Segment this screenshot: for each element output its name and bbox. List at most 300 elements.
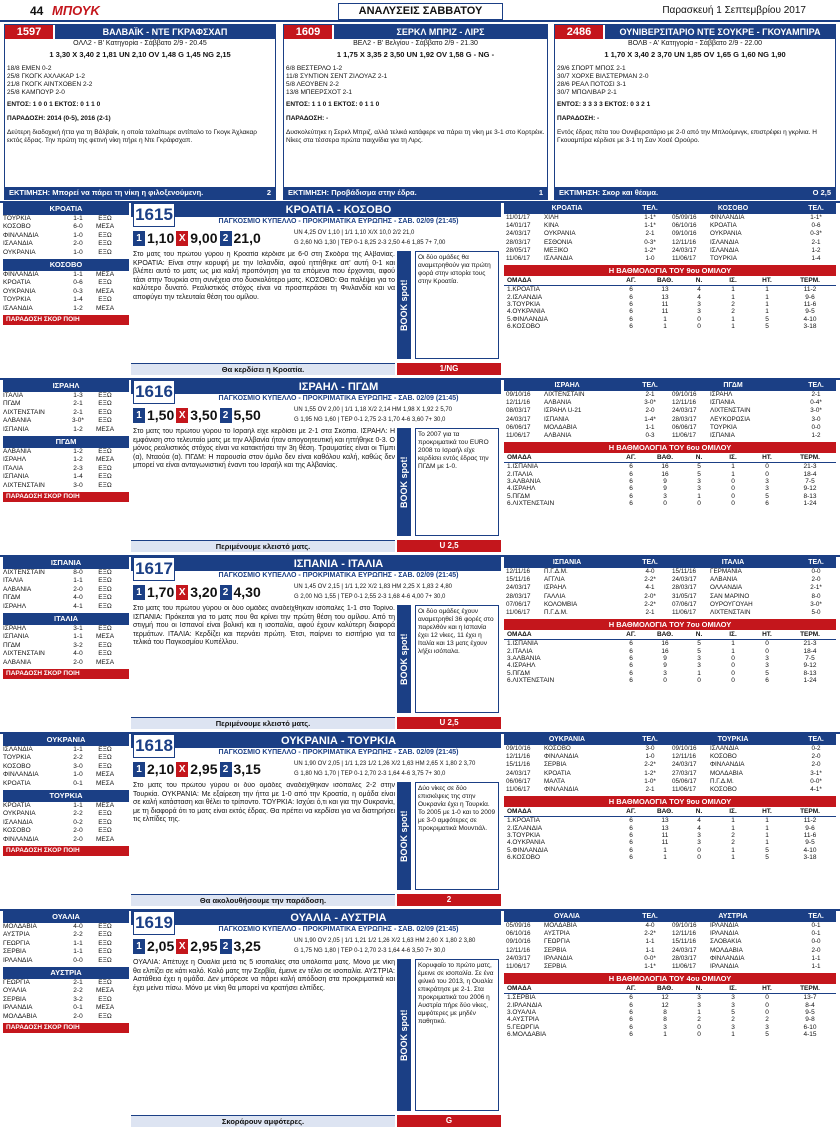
score: 1-1* bbox=[644, 963, 656, 971]
opponent: ΙΡΛΑΝΔΙΑ bbox=[710, 963, 739, 971]
stat: 0 bbox=[697, 677, 701, 685]
date: 14/01/17 bbox=[506, 222, 531, 230]
score: 1-2 bbox=[73, 456, 83, 464]
stat: 5 bbox=[765, 846, 769, 854]
venue: ΜΕΣΑ bbox=[95, 304, 115, 312]
book-spot-badge: BOOK spot! bbox=[397, 428, 411, 536]
odds-key-2: 2 bbox=[220, 231, 232, 246]
venue: ΕΞΩ bbox=[98, 296, 112, 304]
form-panel bbox=[3, 380, 129, 554]
form-row bbox=[3, 836, 129, 844]
form-row bbox=[3, 996, 129, 1004]
score: 0-1 bbox=[73, 779, 83, 787]
extra-odds-line: G 1,75 NG 1,80 | ΤΕΡ 0-1 2,70 2-3 1,64 4-6 3,50 7+ 30,0 bbox=[294, 948, 446, 954]
date: 06/10/16 bbox=[672, 222, 697, 230]
stat: 0 bbox=[663, 500, 667, 508]
team: 4.ΑΥΣΤΡΙΑ bbox=[507, 1016, 540, 1024]
match-code: 1618 bbox=[133, 734, 175, 758]
team: 1.ΣΕΡΒΙΑ bbox=[507, 994, 536, 1002]
opponent: ΚΙΝΑ bbox=[544, 222, 559, 230]
stat: 1 bbox=[765, 308, 769, 316]
date: 05/09/16 bbox=[506, 922, 531, 929]
opponent: ΠΓΔΜ bbox=[3, 594, 21, 602]
date: 24/03/17 bbox=[506, 954, 531, 962]
score: 2-1 bbox=[811, 391, 821, 398]
opponent: ΛΙΧΤΕΝΣΤΑΙΝ bbox=[710, 609, 751, 617]
col: ΗΤ. bbox=[762, 631, 772, 639]
recent-row bbox=[670, 770, 836, 778]
stat: 0 bbox=[697, 854, 701, 862]
opponent: Π.Γ.Δ.Μ. bbox=[544, 609, 568, 617]
match-subtitle: ΟΛΛ2 - Β' Κατηγορία - Σάββατο 2/9 - 20.45 bbox=[73, 40, 207, 47]
goals: 8-4 bbox=[805, 1001, 815, 1009]
score: 2-0 bbox=[811, 946, 821, 954]
score: 3-0* bbox=[810, 407, 822, 415]
opponent: ΙΤΑΛΙΑ bbox=[3, 392, 24, 399]
top-match-box bbox=[4, 24, 276, 200]
competition-line: ΠΑΓΚΟΣΜΙΟ ΚΥΠΕΛΛΟ - ΠΡΟΚΡΙΜΑΤΙΚΑ ΕΥΡΩΠΗΣ - ΣΑΒ. 02/09 (21:45) bbox=[218, 572, 459, 579]
team: 2.ΙΣΛΑΝΔΙΑ bbox=[507, 824, 543, 832]
form-row bbox=[3, 948, 129, 956]
book-spot-badge: BOOK spot! bbox=[397, 251, 411, 359]
stat: 2 bbox=[765, 1016, 769, 1024]
form-row bbox=[3, 780, 129, 788]
standings-row bbox=[504, 994, 836, 1001]
stat: 6 bbox=[629, 286, 633, 294]
date: 11/06/17 bbox=[506, 609, 531, 617]
score: 2-2 bbox=[73, 810, 83, 818]
opponent: ΚΡΟΑΤΙΑ bbox=[710, 222, 737, 230]
recent-row bbox=[504, 786, 670, 794]
recent-row bbox=[670, 432, 836, 440]
standings-row bbox=[504, 478, 836, 485]
away-name: ΤΟΥΡΚΙΑ bbox=[717, 736, 749, 743]
recent-col bbox=[670, 745, 836, 794]
opponent: ΛΙΧΤΕΝΣΤΑΙΝ bbox=[710, 407, 751, 415]
extra-odds-line: UN 1,90 OV 2,05 | 1/1 1,21 1/2 1,26 X/2 1,63 ΗΜ 2,60 X 1,80 2 3,80 bbox=[294, 938, 476, 944]
stat: 1 bbox=[663, 854, 667, 862]
standings-row bbox=[504, 471, 836, 478]
score: 1-1* bbox=[644, 214, 656, 221]
opponent: Π.Γ.Δ.Μ. bbox=[710, 777, 734, 785]
score: 1-3 bbox=[73, 392, 83, 399]
recent-row bbox=[504, 255, 670, 263]
opponent: ΚΡΟΑΤΙΑ bbox=[3, 779, 31, 787]
stats-panel bbox=[504, 734, 836, 908]
away-team-header: ΙΤΑΛΙΑ bbox=[3, 613, 129, 625]
goals: 11-2 bbox=[803, 817, 817, 825]
date: 12/11/16 bbox=[672, 753, 697, 761]
team: 4.ΙΣΡΑΗΛ bbox=[507, 662, 536, 670]
score: 1-1 bbox=[73, 271, 83, 279]
stat: 16 bbox=[661, 647, 669, 655]
stat: 3 bbox=[697, 994, 701, 1002]
date: 28/03/17 bbox=[672, 415, 697, 423]
opponent: ΑΛΒΑΝΙΑ bbox=[544, 399, 572, 407]
form-row bbox=[3, 1004, 129, 1012]
odds-2: 3,15 bbox=[233, 761, 261, 777]
score: 3-2 bbox=[73, 995, 83, 1003]
score: 0-3 bbox=[73, 287, 83, 295]
verdict-tag: U 2,5 bbox=[397, 717, 501, 729]
opponent: ΚΟΛΟΜΒΙΑ bbox=[544, 600, 578, 608]
score: 1-1 bbox=[73, 577, 83, 585]
tradition-header: ΠΑΡΑΔΟΣΗ ΣΚΟΡ ΠΟΙΗ bbox=[3, 846, 129, 856]
stats-panel bbox=[504, 380, 836, 554]
venue: ΕΞΩ bbox=[98, 939, 112, 947]
score: 2-1 bbox=[73, 979, 83, 987]
stat: 3 bbox=[697, 478, 701, 486]
date: 31/05/17 bbox=[672, 592, 697, 600]
result-row: 21/8 ΓΚΟΓΚ ΑΪΝΤΧΟΒΕΝ 2-2 bbox=[7, 81, 93, 88]
analysis-text: Στο ματς του πρώτου γύρου η Κροατία κέρδισε με 6-0 στη Σκόδρα της Αλβανίας. ΚΡΟΑΤΙΑ: Είναι στην κορυφή με την Ισλανδία, αφού ηττήθηκε απ' αυτή 0-1 και βλέπει αυτό το ματς ως μια καλή προπόνηση για τα επόμενα που έρχονται, αφού τάσι στην Τουρκία στη συνέχεια στο δυσκολότερο ματς. ΚΟΣΟΒΟ: Θα παλέψει για το καλύτερο δυνατό. Ρεαλιστικός στόχος είναι να προσπεράσει τη Φινλανδία και να αποφύγει την τελευταία θέση του ομίλου. bbox=[133, 251, 395, 301]
venue: ΕΞΩ bbox=[98, 448, 112, 456]
opponent: ΜΟΛΔΑΒΙΑ bbox=[3, 1012, 37, 1020]
recent-row bbox=[504, 778, 670, 786]
recent-row bbox=[670, 584, 836, 592]
match-code: 1597 bbox=[5, 25, 53, 39]
stat: 16 bbox=[661, 640, 669, 648]
match-block bbox=[0, 557, 840, 731]
date: 12/11/16 bbox=[672, 930, 697, 938]
extra-odds-line: UN 4,25 OV 1,10 | 1/1 1,10 X/X 10,0 2/2 21,0 bbox=[294, 230, 415, 236]
score: 1-1 bbox=[645, 946, 655, 954]
score: 1-4 bbox=[73, 473, 83, 481]
team: 5.ΦΙΝΛΑΝΔΙΑ bbox=[507, 315, 548, 323]
score: 2-2* bbox=[644, 930, 656, 938]
date: 15/11/16 bbox=[672, 568, 697, 575]
standings-row bbox=[504, 1024, 836, 1031]
recent-row bbox=[504, 584, 670, 592]
odds-2: 3,25 bbox=[233, 938, 261, 954]
stat: 5 bbox=[765, 669, 769, 677]
analysis-panel bbox=[131, 911, 501, 1129]
form-row bbox=[3, 569, 129, 577]
col-team: ΟΜΑΔΑ bbox=[507, 454, 532, 462]
form-row bbox=[3, 802, 129, 810]
score: 1-2 bbox=[73, 425, 83, 433]
date: 24/03/17 bbox=[672, 246, 697, 254]
opponent: ΚΡΟΑΤΙΑ bbox=[3, 279, 31, 287]
goals: 7-5 bbox=[805, 478, 815, 486]
score: 0-1 bbox=[73, 1004, 83, 1012]
verdict-bar: Περιμένουμε κλειστό ματς. bbox=[131, 717, 395, 729]
verdict-bar: Σκοράρουν αμφότερες. bbox=[131, 1115, 395, 1127]
score: 2-0 bbox=[73, 658, 83, 666]
goals: 11-6 bbox=[803, 832, 817, 840]
opponent: ΙΣΠΑΝΙΑ bbox=[710, 399, 735, 407]
stat: 0 bbox=[765, 470, 769, 478]
score: 2-0 bbox=[73, 835, 83, 843]
venue: ΜΕΣΑ bbox=[95, 987, 115, 995]
form-row bbox=[3, 1013, 129, 1021]
recent-matches bbox=[504, 568, 836, 617]
away-team-header: ΤΟΥΡΚΙΑ bbox=[3, 790, 129, 802]
opponent: ΟΥΚΡΑΝΙΑ bbox=[710, 230, 742, 238]
odds-row bbox=[133, 405, 261, 425]
opponent: ΤΟΥΡΚΙΑ bbox=[3, 754, 31, 762]
match-title: ΟΥΚΡΑΝΙΑ - ΤΟΥΡΚΙΑ bbox=[131, 734, 501, 748]
opponent: ΧΙΛΗ bbox=[544, 214, 559, 221]
stat: 0 bbox=[765, 1009, 769, 1017]
match-title: ΚΡΟΑΤΙΑ - ΚΟΣΟΒΟ bbox=[131, 203, 501, 217]
recent-row bbox=[670, 255, 836, 263]
recent-row bbox=[670, 938, 836, 946]
date: 24/03/17 bbox=[672, 407, 697, 415]
verdict-tag: 2 bbox=[397, 894, 501, 906]
score: 6-0 bbox=[73, 223, 83, 231]
opponent: ΙΣΠΑΝΙΑ bbox=[710, 432, 735, 440]
opponent: ΓΕΩΡΓΙΑ bbox=[3, 979, 30, 987]
date: 24/03/17 bbox=[672, 576, 697, 584]
form-row bbox=[3, 940, 129, 948]
opponent: ΟΥΡΟΥΓΟΥΑΗ bbox=[710, 600, 753, 608]
stat: 6 bbox=[629, 463, 633, 471]
recent-row bbox=[670, 930, 836, 938]
recent-row bbox=[504, 761, 670, 769]
tradition-header: ΠΑΡΑΔΟΣΗ ΣΚΟΡ ΠΟΙΗ bbox=[3, 1023, 129, 1033]
opponent: ΛΙΧΤΕΝΣΤΑΙΝ bbox=[544, 391, 585, 398]
score: 3-0 bbox=[811, 415, 821, 423]
stat: 3 bbox=[697, 839, 701, 847]
opponent: ΜΕΞΙΚΟ bbox=[544, 246, 569, 254]
recent-results bbox=[557, 65, 833, 145]
opponent: ΣΕΡΒΙΑ bbox=[544, 963, 567, 971]
score: 0-3* bbox=[810, 230, 822, 238]
stat: 6 bbox=[629, 640, 633, 648]
stat: 1 bbox=[731, 1031, 735, 1039]
opponent: ΦΙΝΛΑΝΔΙΑ bbox=[3, 271, 39, 279]
score: 2-2* bbox=[644, 600, 656, 608]
score: 2-1 bbox=[645, 391, 655, 398]
recent-col bbox=[504, 922, 670, 971]
recent-row bbox=[504, 922, 670, 930]
score: 0-3* bbox=[644, 238, 656, 246]
match-code: 1616 bbox=[133, 380, 175, 404]
venue: ΕΞΩ bbox=[98, 569, 112, 576]
standings-header bbox=[504, 276, 836, 286]
group-title: Η ΒΑΘΜΟΛΟΓΙΑ ΤΟΥ 7ου ΟΜΙΛΟΥ bbox=[504, 619, 836, 630]
recent-row bbox=[670, 576, 836, 584]
stat: 9 bbox=[663, 485, 667, 493]
recent-col bbox=[670, 922, 836, 971]
standings-row bbox=[504, 286, 836, 293]
score: 0-6 bbox=[811, 222, 821, 230]
venue: ΕΞΩ bbox=[98, 746, 112, 753]
stat: 6 bbox=[629, 655, 633, 663]
col: ΙΣ. bbox=[729, 985, 737, 993]
recent-row bbox=[504, 247, 670, 255]
match-code: 1617 bbox=[133, 557, 175, 581]
opponent: ΜΑΛΤΑ bbox=[544, 777, 565, 785]
opponent: ΟΥΚΡΑΝΙΑ bbox=[3, 248, 36, 256]
recent-row bbox=[670, 424, 836, 432]
venue: ΜΕΣΑ bbox=[95, 271, 115, 279]
opponent: ΟΥΚΡΑΝΙΑ bbox=[3, 287, 36, 295]
page-header bbox=[0, 0, 840, 22]
score: 0-2 bbox=[811, 745, 821, 752]
home-team-header: ΟΥΚΡΑΝΙΑ bbox=[3, 734, 129, 746]
stat: 8 bbox=[663, 1009, 667, 1017]
venue: ΕΞΩ bbox=[98, 625, 112, 633]
extra-odds bbox=[294, 228, 499, 248]
stat: 5 bbox=[765, 492, 769, 500]
score: 3-1 bbox=[73, 625, 83, 633]
date: 11/06/17 bbox=[506, 963, 531, 971]
away-team-header: ΠΓΔΜ bbox=[3, 436, 129, 448]
form-row bbox=[3, 448, 129, 456]
stat: 5 bbox=[731, 1009, 735, 1017]
score: 1-0 bbox=[645, 753, 655, 761]
tradition-header: ΠΑΡΑΔΟΣΗ ΣΚΟΡ ΠΟΙΗ bbox=[3, 315, 129, 325]
col: Ν. bbox=[695, 808, 703, 816]
col: ΙΣ. bbox=[729, 277, 737, 285]
team: 6.ΛΙΧΤΕΝΣΤΑΙΝ bbox=[507, 500, 555, 508]
score: 2-0 bbox=[73, 585, 83, 593]
team: 1.ΙΣΠΑΝΙΑ bbox=[507, 463, 539, 471]
stat: 4 bbox=[697, 817, 701, 825]
stat: 6 bbox=[629, 662, 633, 670]
competition-line: ΠΑΓΚΟΣΜΙΟ ΚΥΠΕΛΛΟ - ΠΡΟΚΡΙΜΑΤΙΚΑ ΕΥΡΩΠΗΣ - ΣΑΒ. 02/09 (21:45) bbox=[218, 926, 459, 933]
goals: 9-6 bbox=[805, 293, 815, 301]
col-goals: ΤΕΡΜ. bbox=[800, 985, 820, 993]
date: 11/06/17 bbox=[672, 609, 697, 617]
opponent: ΓΕΩΡΓΙΑ bbox=[544, 938, 570, 946]
recent-row bbox=[504, 222, 670, 230]
stat: 1 bbox=[663, 846, 667, 854]
stat: 3 bbox=[765, 478, 769, 486]
form-row bbox=[3, 400, 129, 408]
score: 2-2 bbox=[73, 754, 83, 762]
home-name: ΙΣΡΑΗΛ bbox=[554, 382, 580, 389]
venue: ΕΞΩ bbox=[98, 810, 112, 818]
date: 24/03/17 bbox=[506, 584, 531, 592]
score: 0-0 bbox=[73, 956, 83, 964]
score: 2-0* bbox=[644, 592, 656, 600]
opponent: ΦΙΝΛΑΝΔΙΑ bbox=[3, 835, 39, 843]
stat: 3 bbox=[663, 492, 667, 500]
opponent: ΦΙΝΛΑΝΔΙΑ bbox=[3, 771, 39, 779]
score: 4-0 bbox=[73, 650, 83, 658]
recent-col bbox=[670, 568, 836, 617]
stat: 0 bbox=[765, 640, 769, 648]
opponent: ΟΥΚΡΑΝΙΑ bbox=[3, 810, 36, 818]
goals: 3-18 bbox=[803, 854, 817, 862]
form-row bbox=[3, 215, 129, 223]
stat: 8 bbox=[663, 1016, 667, 1024]
verdict-bar: Θα κερδίσει η Κροατία. bbox=[131, 363, 395, 375]
form-row bbox=[3, 417, 129, 425]
summary-text: Εντός έδρας πέτα του Ουνιβερσιτάριο με 2-0 από την Μπλούμινγκ, επιστρέφει η γκρίνια. Η Γκουαμπίρα κέρδισε με 3-1 τη Σαν Χοσέ Ορούρο. bbox=[557, 129, 817, 144]
stat: 9 bbox=[663, 655, 667, 663]
history-note: Οι δύο ομάδες θα αναμετρηθούν για πρώτη φορά στην ιστορία τους στην Κροατία. bbox=[415, 251, 499, 359]
recent-row bbox=[670, 416, 836, 424]
recent-row bbox=[670, 753, 836, 761]
score: 3-0 bbox=[73, 481, 83, 489]
team: 5.ΠΓΔΜ bbox=[507, 669, 530, 677]
date: 11/06/17 bbox=[672, 786, 697, 794]
tradition-header: ΠΑΡΑΔΟΣΗ ΣΚΟΡ ΠΟΙΗ bbox=[3, 669, 129, 679]
odds-x: 2,95 bbox=[190, 938, 218, 954]
stat: 6 bbox=[629, 1009, 633, 1017]
form-row bbox=[3, 923, 129, 931]
recent-row bbox=[670, 745, 836, 753]
odds-key-x: X bbox=[176, 585, 188, 600]
result-row: 11/8 ΣΥΝΤΙΟΝ ΣΕΝΤ ΖΙΛΟΥΑΖ 2-1 bbox=[286, 73, 388, 80]
form-row bbox=[3, 625, 129, 633]
stat: 3 bbox=[765, 1023, 769, 1031]
venue: ΜΕΣΑ bbox=[95, 658, 115, 666]
stat: 0 bbox=[731, 677, 735, 685]
score: 1-2 bbox=[811, 432, 821, 440]
stat: 6 bbox=[629, 846, 633, 854]
stat: 2 bbox=[731, 308, 735, 316]
recent-row bbox=[670, 568, 836, 576]
team: 2.ΙΡΛΑΝΔΙΑ bbox=[507, 1001, 542, 1009]
recent-row bbox=[504, 601, 670, 609]
group-title: Η ΒΑΘΜΟΛΟΓΙΑ ΤΟΥ 9ου ΟΜΙΛΟΥ bbox=[504, 265, 836, 276]
page-number: 44 bbox=[30, 4, 44, 18]
stat: 1 bbox=[765, 293, 769, 301]
result-row: 30/7 ΜΠΟΛΙΒΑΡ 2-1 bbox=[557, 89, 617, 96]
form-row bbox=[3, 586, 129, 594]
stat: 4 bbox=[697, 286, 701, 294]
opponent: ΙΣΠΑΝΙΑ bbox=[544, 415, 569, 423]
stat: 9 bbox=[663, 662, 667, 670]
standings-row bbox=[504, 323, 836, 330]
recent-matches bbox=[504, 214, 836, 263]
date: 11/01/17 bbox=[506, 214, 531, 221]
stat: 3 bbox=[697, 308, 701, 316]
tradition-row: ΠΑΡΑΔΟΣΗ: 2014 (0-5), 2016 (2-1) bbox=[7, 115, 111, 122]
team: 2.ΙΣΛΑΝΔΙΑ bbox=[507, 293, 543, 301]
col: ΒΑΘ. bbox=[656, 985, 674, 993]
stat: 6 bbox=[629, 839, 633, 847]
stat: 5 bbox=[765, 854, 769, 862]
score: 3-0 bbox=[73, 762, 83, 770]
venue: ΕΞΩ bbox=[98, 464, 112, 472]
opponent: ΑΛΒΑΝΙΑ bbox=[3, 448, 32, 456]
opponent: ΦΙΝΛΑΝΔΙΑ bbox=[3, 231, 39, 239]
team: 6.ΛΙΧΤΕΝΣΤΑΙΝ bbox=[507, 677, 555, 685]
stat: 16 bbox=[661, 470, 669, 478]
goals: 13-7 bbox=[803, 994, 817, 1002]
date: 24/03/17 bbox=[506, 769, 531, 777]
date: 08/03/17 bbox=[506, 407, 531, 415]
odds-key-1: 1 bbox=[133, 585, 145, 600]
prediction-tag: 2 bbox=[266, 188, 271, 197]
score: 2-1 bbox=[645, 609, 655, 617]
recent-row bbox=[670, 922, 836, 930]
odds-key-2: 2 bbox=[220, 408, 232, 423]
opponent: ΙΣΛΑΝΔΙΑ bbox=[710, 238, 739, 246]
stat: 1 bbox=[731, 824, 735, 832]
venue: ΜΕΣΑ bbox=[95, 223, 115, 231]
form-row bbox=[3, 659, 129, 667]
stat: 0 bbox=[697, 500, 701, 508]
venue: ΜΕΣΑ bbox=[95, 1004, 115, 1012]
score: 3-1* bbox=[810, 769, 822, 777]
stat: 1 bbox=[731, 647, 735, 655]
team: 1.ΚΡΟΑΤΙΑ bbox=[507, 817, 540, 825]
opponent: ΦΙΝΛΑΝΔΙΑ bbox=[710, 954, 745, 962]
stat: 6 bbox=[629, 500, 633, 508]
col: ΙΣ. bbox=[729, 808, 737, 816]
stat: 6 bbox=[629, 1001, 633, 1009]
date: 24/03/17 bbox=[672, 761, 697, 769]
group-title: Η ΒΑΘΜΟΛΟΓΙΑ ΤΟΥ 9ου ΟΜΙΛΟΥ bbox=[504, 796, 836, 807]
extra-odds-line: UN 1,45 OV 2,15 | 1/1 1,22 X/2 1,83 ΗΜ 2,25 X 1,83 2 4,80 bbox=[294, 584, 452, 590]
